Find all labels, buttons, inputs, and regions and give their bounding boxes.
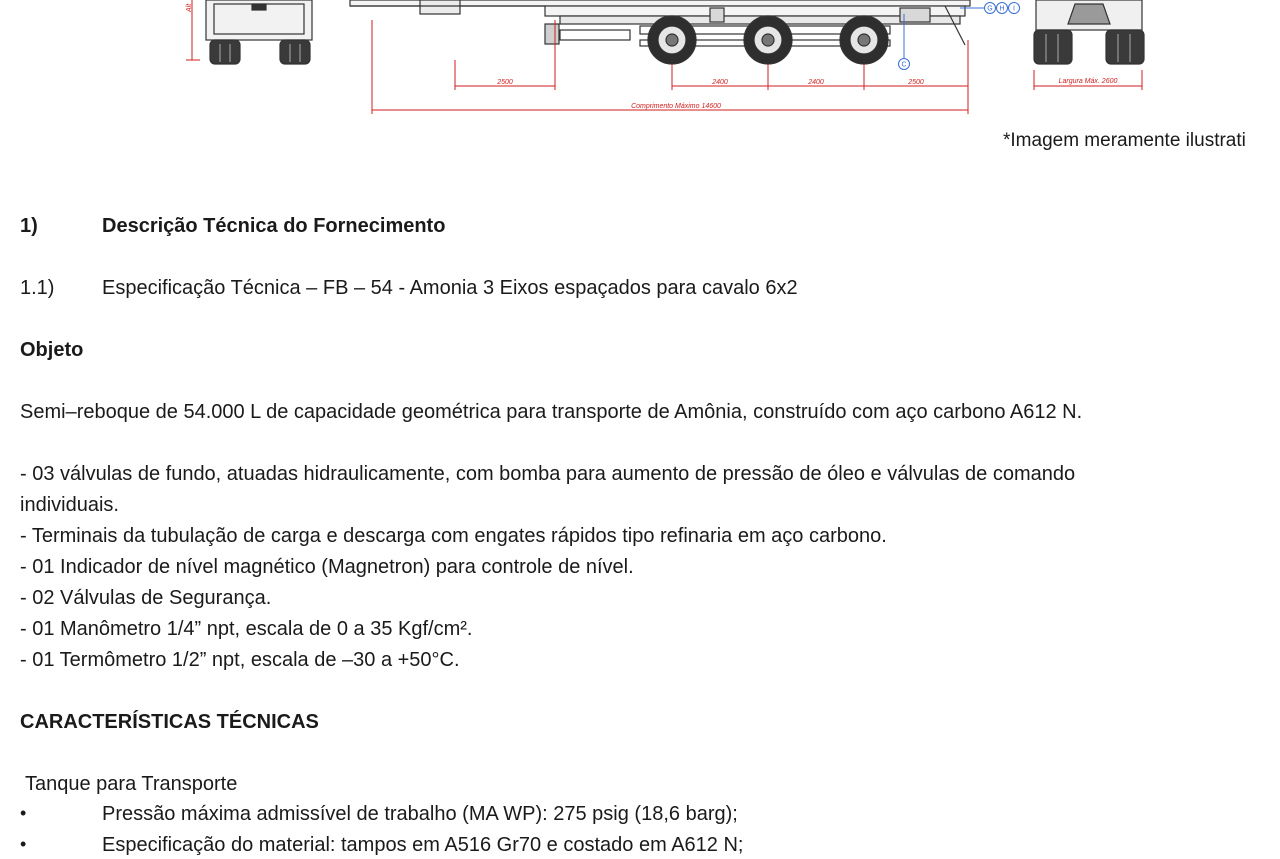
item-line-6: - 01 Manômetro 1/4” npt, escala de 0 a 35 Kgf/cm².	[20, 618, 473, 640]
dimension-2400-a: 2400	[712, 79, 728, 86]
axle-wheel-2	[744, 16, 792, 64]
trailer-side-view	[350, 0, 970, 64]
axle-wheel-1	[648, 16, 696, 64]
item-line-2: individuais.	[20, 494, 119, 516]
tanque-subheading: Tanque para Transporte	[25, 773, 238, 795]
dimension-2500-front: 2500	[497, 79, 513, 86]
item-line-4: - 01 Indicador de nível magnético (Magnetron) para controle de nível.	[20, 556, 634, 578]
section-1-1-title: Especificação Técnica – FB – 54 - Amonia 3 Eixos espaçados para cavalo 6x2	[102, 277, 798, 299]
bullet-marker-2: •	[20, 834, 27, 854]
axle-wheel-3	[840, 16, 888, 64]
caracteristica-item-1: Pressão máxima admissível de trabalho (MA WP): 275 psig (18,6 barg);	[102, 803, 738, 825]
callout-g: G	[987, 5, 993, 13]
image-caption: *Imagem meramente ilustrati	[1003, 130, 1246, 151]
objeto-description: Semi–reboque de 54.000 L de capacidade geométrica para transporte de Amônia, construído com aço carbono A612 N.	[20, 401, 1083, 423]
callout-h: H	[999, 5, 1005, 13]
callout-i: I	[1013, 5, 1015, 13]
trailer-front-view	[206, 0, 312, 64]
callout-c: C	[901, 61, 907, 69]
dimension-max-width: Largura Máx. 2600	[1058, 78, 1118, 85]
caracteristica-item-2: Especificação do material: tampos em A516 Gr70 e costado em A612 N;	[102, 834, 744, 856]
trailer-technical-drawing	[0, 0, 1280, 125]
dimension-max-length: Comprimento Máximo 14600	[631, 103, 721, 110]
section-1-title: Descrição Técnica do Fornecimento	[102, 215, 446, 237]
item-line-5: - 02 Válvulas de Segurança.	[20, 587, 272, 609]
trailer-rear-view	[1034, 0, 1144, 64]
height-dimension	[186, 0, 200, 60]
bullet-marker-1: •	[20, 803, 27, 823]
height-dimension-label: Alt	[186, 3, 193, 12]
objeto-heading: Objeto	[20, 339, 84, 361]
section-1-1-number: 1.1)	[20, 277, 55, 299]
dimension-2500-rear: 2500	[908, 79, 924, 86]
item-line-1: - 03 válvulas de fundo, atuadas hidraulicamente, com bomba para aumento de pressão de óleo e válvulas de comando	[20, 463, 1076, 485]
dimension-2400-b: 2400	[808, 79, 824, 86]
caracteristicas-heading: CARACTERÍSTICAS TÉCNICAS	[20, 711, 319, 733]
item-line-7: - 01 Termômetro 1/2” npt, escala de –30 a +50°C.	[20, 649, 460, 671]
section-1-number: 1)	[20, 215, 38, 237]
item-line-3: - Terminais da tubulação de carga e descarga com engates rápidos tipo refinaria em aço carbono.	[20, 525, 887, 547]
